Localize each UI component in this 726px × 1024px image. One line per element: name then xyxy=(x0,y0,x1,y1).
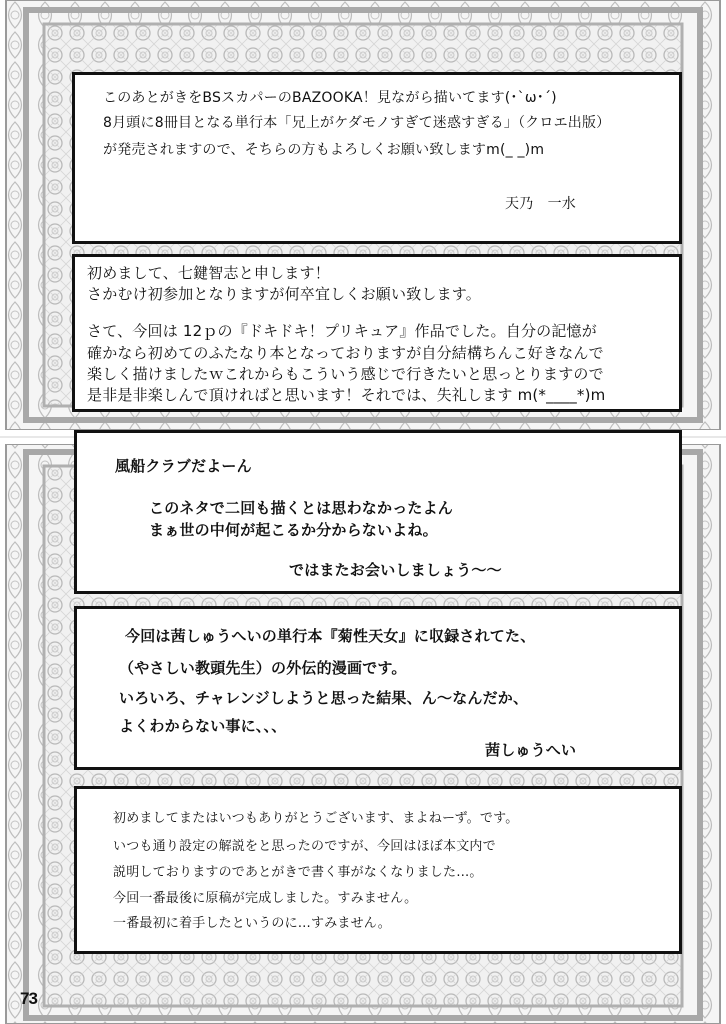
afterword-line: が発売されますので、そちらの方もよろしくお願い致しますm(_ _)m xyxy=(103,142,545,158)
afterword-box-3 xyxy=(74,430,682,594)
afterword-line: 8月頭に8冊目となる単行本「兄上がケダモノすぎて迷惑すぎる」（クロエ出版） xyxy=(103,115,611,131)
afterword-line: 風船クラブだよーん xyxy=(115,457,252,475)
afterword-line: 楽しく描けましたｗこれからもこういう感じで行きたいと思っとりますので xyxy=(87,365,604,383)
afterword-line: 一番最初に着手したというのに…すみません。 xyxy=(113,916,391,931)
afterword-line: まぁ世の中何が起こるか分からないよね。 xyxy=(149,521,438,539)
afterword-box-4 xyxy=(74,606,682,770)
afterword-line: 確かなら初めてのふたなり本となっておりますが自分結構ちんこ好きなんで xyxy=(87,344,604,362)
page-number: 73 xyxy=(20,989,37,1008)
afterword-line: いつも通り設定の解説をと思ったのですが、今回はほぼ本文内で xyxy=(113,839,496,854)
afterword-line: さかむけ初参加となりますが何卒宜しくお願い致します。 xyxy=(87,285,482,303)
afterword-line: 説明しておりますのであとがきで書く事がなくなりました…。 xyxy=(113,865,483,880)
afterword-line: ではまたお会いしましょう～～ xyxy=(289,561,502,579)
afterword-line: 今回一番最後に原稿が完成しました。すみません。 xyxy=(113,891,418,906)
afterword-signature: 茜しゅうへい xyxy=(485,741,577,759)
afterword-box-2 xyxy=(72,254,682,412)
afterword-line: いろいろ、チャレンジしようと思った結果、ん～なんだか、 xyxy=(119,689,529,707)
afterword-line: 今回は茜しゅうへいの単行本『菊性天女』に収録されてた、 xyxy=(125,627,536,645)
afterword-signature: 天乃 一水 xyxy=(505,196,576,212)
afterword-box-5 xyxy=(74,786,682,954)
afterword-line: このあとがきをBSスカパーのBAZOOKA！見ながら描いてます(･`ω･´) xyxy=(103,90,557,106)
afterword-line: さて、今回は 12ｐの『ドキドキ！プリキュア』作品でした。自分の記憶が xyxy=(87,322,597,340)
afterword-line: 是非是非楽しんで頂ければと思います！それでは、失礼します m(*____*)m xyxy=(87,386,606,404)
afterword-line: よくわからない事に、、、 xyxy=(119,717,287,735)
afterword-line: 初めまして、七鍵智志と申します！ xyxy=(87,264,330,282)
afterword-line: 初めましてまたはいつもありがとうございます、まよねーず。です。 xyxy=(113,811,519,826)
afterword-line: このネタで二回も描くとは思わなかったよん xyxy=(149,499,454,517)
afterword-box-1 xyxy=(72,72,682,244)
afterword-line: （やさしい教頭先生）の外伝的漫画です。 xyxy=(119,659,407,677)
